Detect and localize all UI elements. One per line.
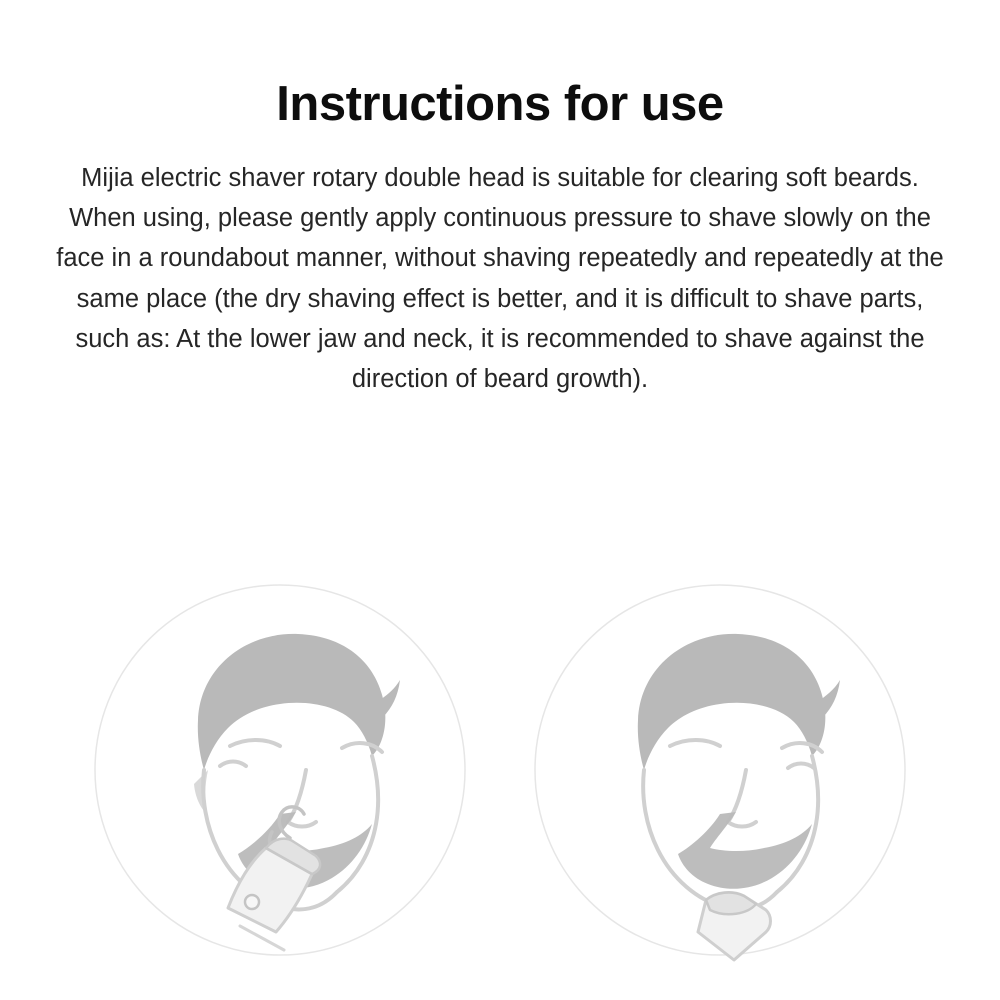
figure-man-shaving-neck [520,570,920,970]
illustration-group [0,570,1000,990]
instructions-body-text: Mijia electric shaver rotary double head is suitable for clearing soft beards. When using, please gently apply continuous pressure to shave slowly on the face in a roundabout manner, without shaving repeatedly and repeatedly at the same place (the dry shaving effect is better, and it is difficult to shave parts, such as: At the lower jaw and neck, it is recommended to shave against the direction of beard growth). [56,163,944,394]
figure-man-shaving-lower-jaw [80,570,480,970]
page-title: Instructions for use [276,77,724,131]
